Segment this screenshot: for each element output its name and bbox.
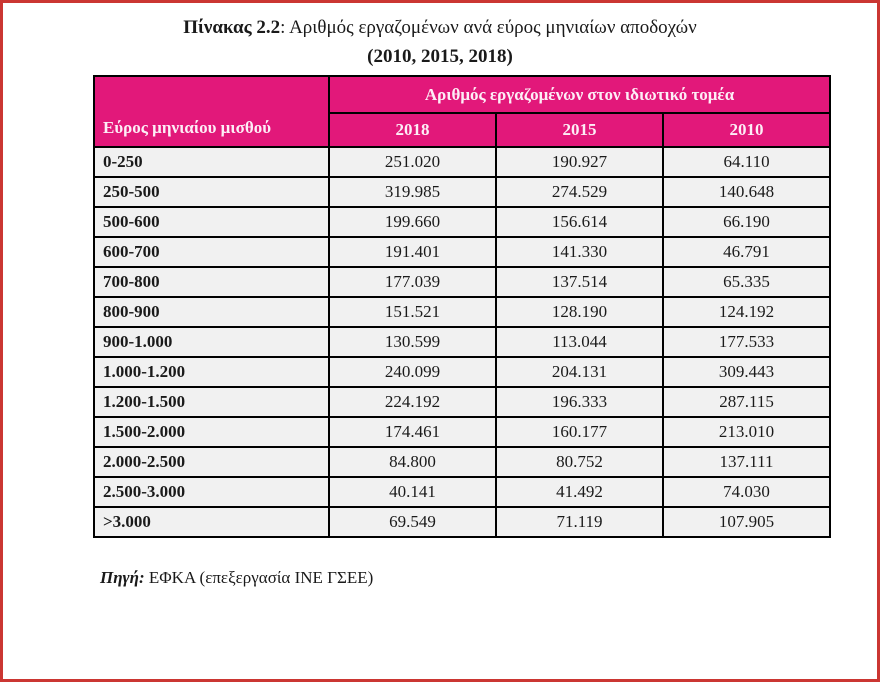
value-2010: 74.030: [663, 477, 830, 507]
table-row: [94, 417, 830, 447]
range-cell: >3.000: [94, 507, 329, 537]
value-2018: 191.401: [329, 237, 496, 267]
value-2015: 128.190: [496, 297, 663, 327]
value-2015: 190.927: [496, 147, 663, 177]
table-header-row-group: [94, 76, 830, 113]
range-cell: 1.200-1.500: [94, 387, 329, 417]
value-2015: 204.131: [496, 357, 663, 387]
value-2015: 156.614: [496, 207, 663, 237]
value-2018: 177.039: [329, 267, 496, 297]
table-row: [94, 207, 830, 237]
value-2010: 66.190: [663, 207, 830, 237]
range-cell: 1.000-1.200: [94, 357, 329, 387]
column-header-group: Αριθμός εργαζομένων στον ιδιωτικό τομέα: [329, 76, 830, 113]
value-2018: 251.020: [329, 147, 496, 177]
value-2018: 84.800: [329, 447, 496, 477]
source-label: Πηγή:: [100, 568, 145, 587]
value-2018: 240.099: [329, 357, 496, 387]
range-cell: 700-800: [94, 267, 329, 297]
source-note: [100, 568, 877, 588]
value-2015: 141.330: [496, 237, 663, 267]
table-row: [94, 447, 830, 477]
value-2018: 174.461: [329, 417, 496, 447]
salary-data-table: [93, 75, 831, 538]
table-row: [94, 267, 830, 297]
column-header-2018: 2018: [329, 113, 496, 147]
value-2015: 137.514: [496, 267, 663, 297]
table-row: [94, 507, 830, 537]
value-2015: 71.119: [496, 507, 663, 537]
value-2010: 309.443: [663, 357, 830, 387]
range-cell: 1.500-2.000: [94, 417, 329, 447]
value-2010: 46.791: [663, 237, 830, 267]
value-2010: 287.115: [663, 387, 830, 417]
value-2010: 65.335: [663, 267, 830, 297]
range-cell: 2.500-3.000: [94, 477, 329, 507]
value-2018: 40.141: [329, 477, 496, 507]
range-cell: 800-900: [94, 297, 329, 327]
value-2015: 41.492: [496, 477, 663, 507]
range-cell: 900-1.000: [94, 327, 329, 357]
value-2010: 124.192: [663, 297, 830, 327]
value-2010: 137.111: [663, 447, 830, 477]
range-cell: 600-700: [94, 237, 329, 267]
table-row: [94, 177, 830, 207]
value-2018: 319.985: [329, 177, 496, 207]
source-text: ΕΦΚΑ (επεξεργασία ΙΝΕ ΓΣΕΕ): [144, 568, 374, 587]
value-2015: 274.529: [496, 177, 663, 207]
value-2015: 196.333: [496, 387, 663, 417]
table-row: [94, 147, 830, 177]
table-row: [94, 387, 830, 417]
table-caption-label: Πίνακας 2.2: [183, 17, 281, 38]
value-2010: 140.648: [663, 177, 830, 207]
column-header-salary-range: Εύρος μηνιαίου μισθού: [94, 76, 329, 147]
value-2010: 64.110: [663, 147, 830, 177]
value-2015: 160.177: [496, 417, 663, 447]
table-row: [94, 297, 830, 327]
range-cell: 2.000-2.500: [94, 447, 329, 477]
value-2018: 199.660: [329, 207, 496, 237]
table-row: [94, 237, 830, 267]
value-2018: 151.521: [329, 297, 496, 327]
column-header-2010: 2010: [663, 113, 830, 147]
value-2018: 69.549: [329, 507, 496, 537]
range-cell: 250-500: [94, 177, 329, 207]
table-caption-text: : Αριθμός εργαζομένων ανά εύρος μηνιαίων αποδοχών: [280, 17, 697, 38]
table-caption: [3, 3, 877, 43]
value-2015: 113.044: [496, 327, 663, 357]
column-header-2015: 2015: [496, 113, 663, 147]
value-2015: 80.752: [496, 447, 663, 477]
table-row: [94, 357, 830, 387]
range-cell: 0-250: [94, 147, 329, 177]
range-cell: 500-600: [94, 207, 329, 237]
value-2018: 224.192: [329, 387, 496, 417]
value-2010: 177.533: [663, 327, 830, 357]
value-2010: 213.010: [663, 417, 830, 447]
table-caption-years: (2010, 2015, 2018): [367, 46, 513, 67]
table-row: [94, 477, 830, 507]
value-2018: 130.599: [329, 327, 496, 357]
table-row: [94, 327, 830, 357]
value-2010: 107.905: [663, 507, 830, 537]
